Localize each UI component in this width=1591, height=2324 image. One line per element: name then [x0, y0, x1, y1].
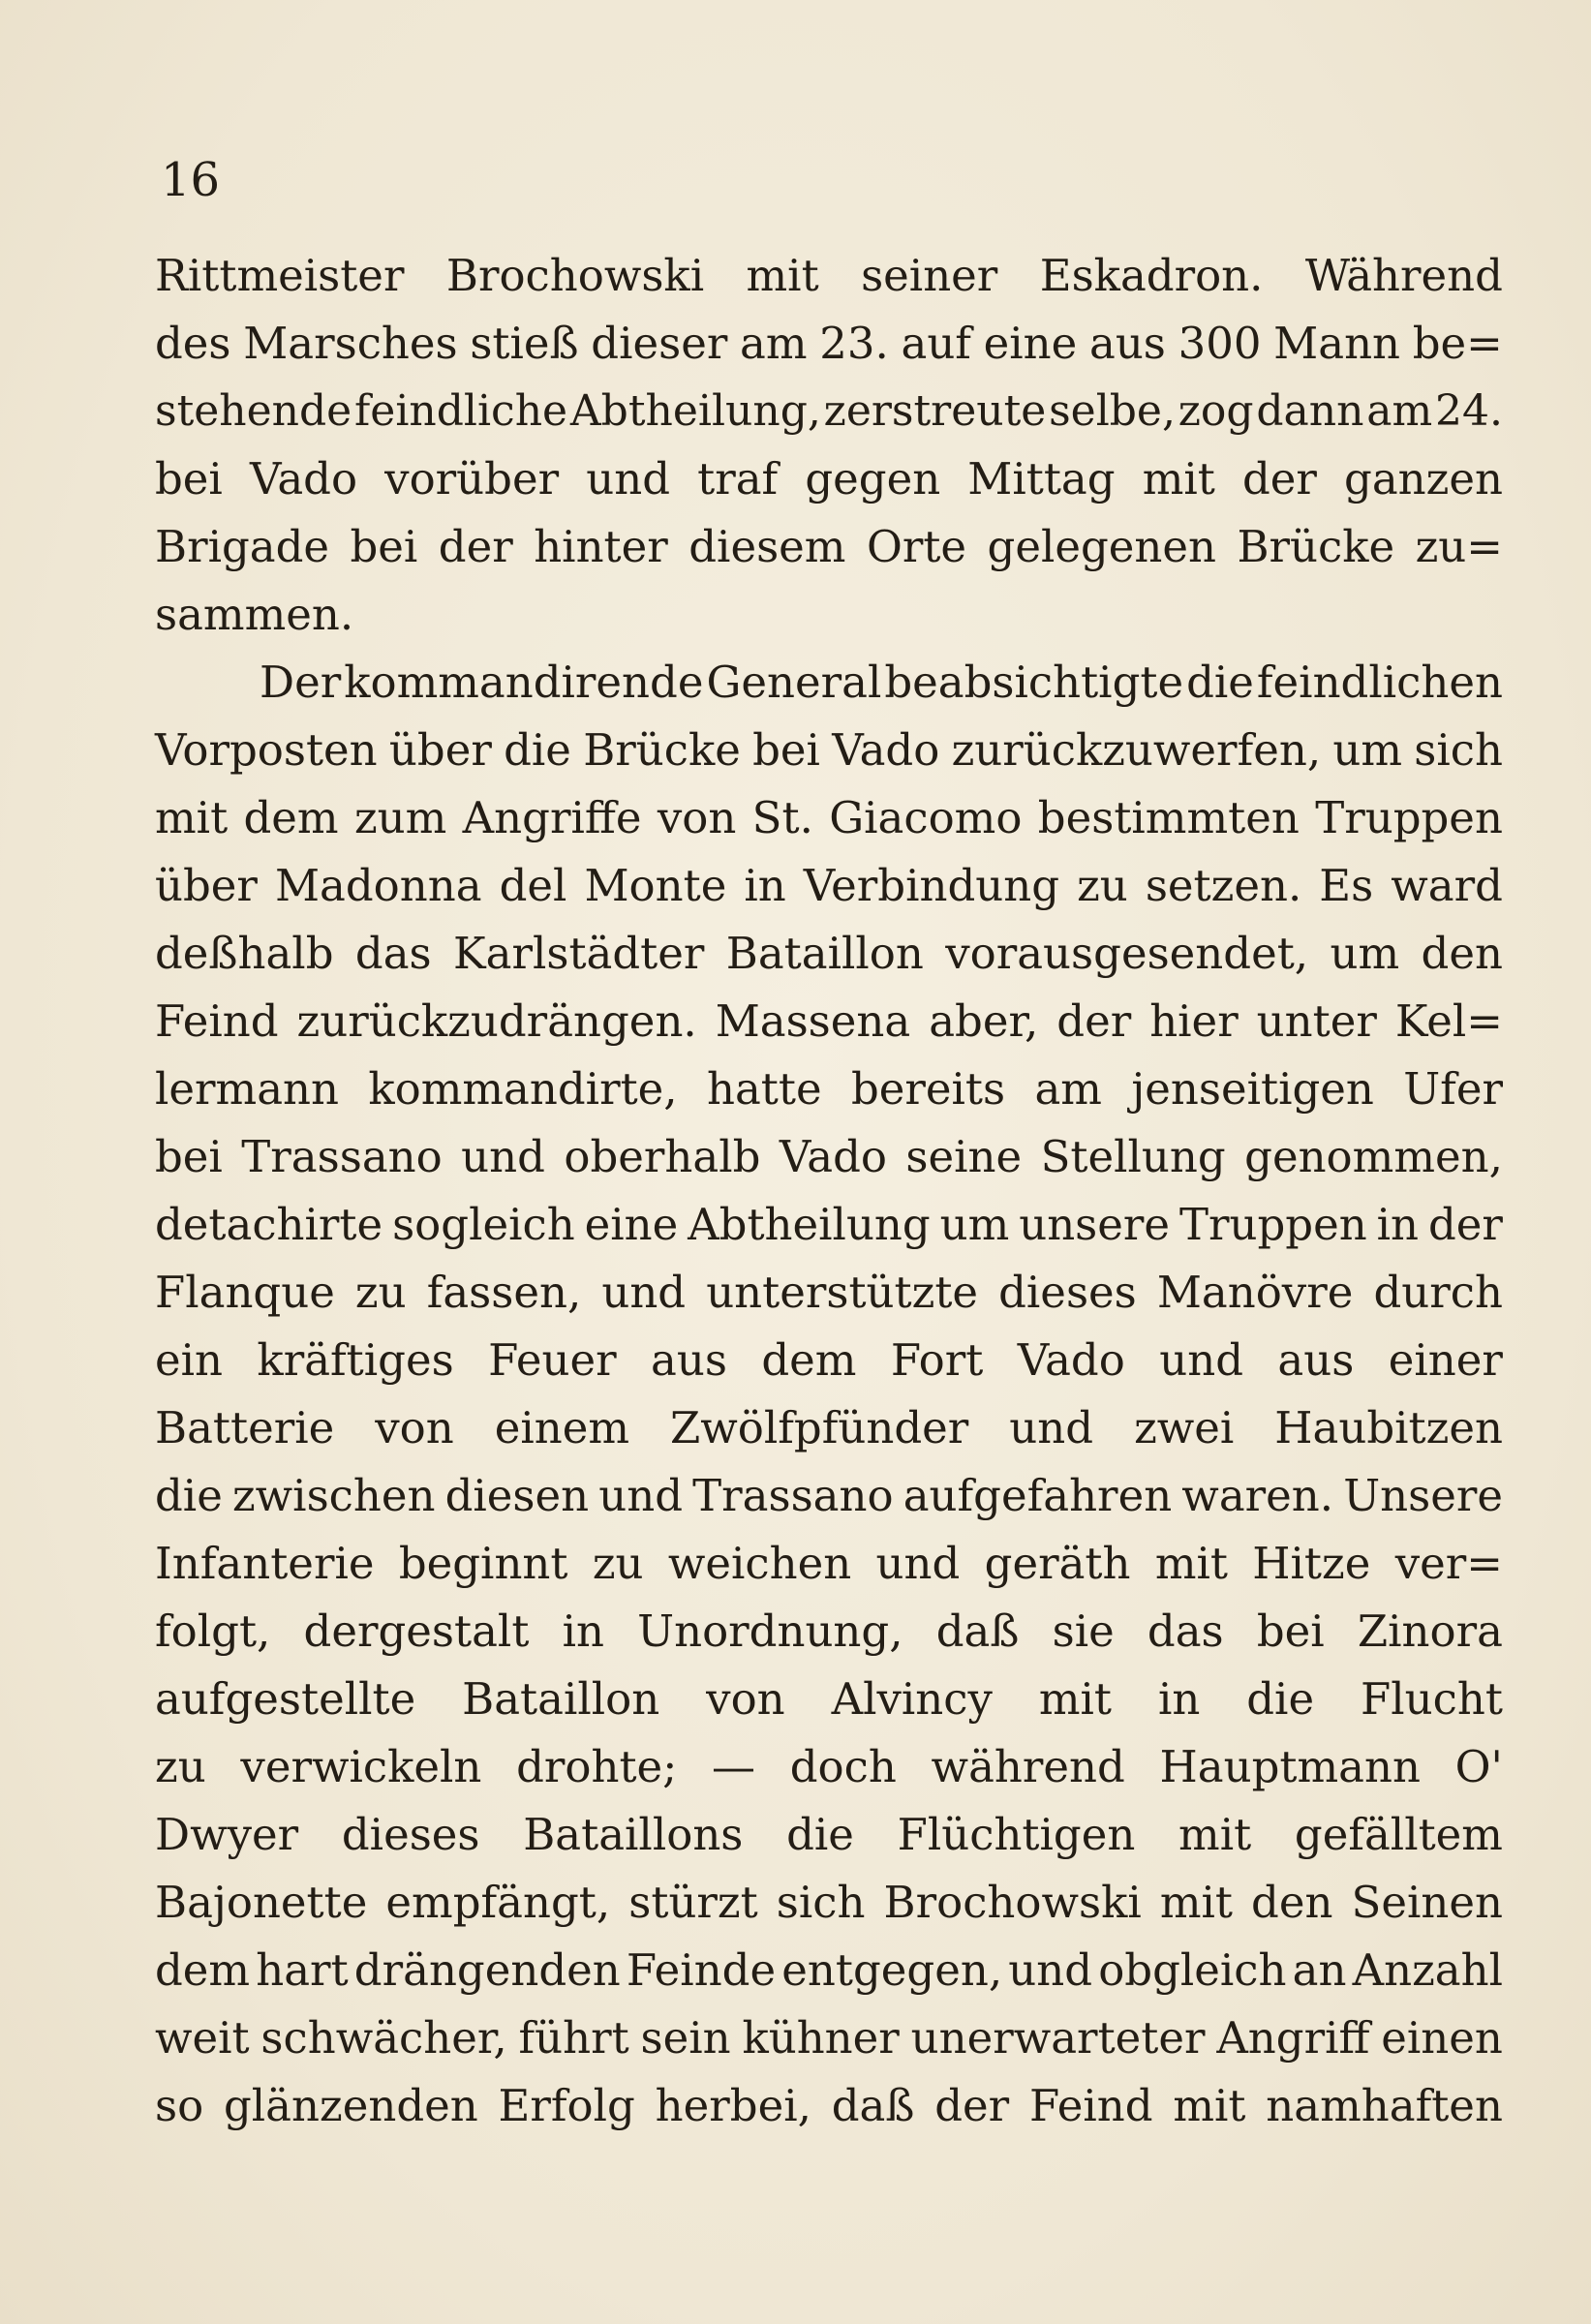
text-line: lermann kommandirte, hatte bereits am jenseitigen Ufer	[155, 1063, 1503, 1115]
text-line: Rittmeister Brochowski mit seiner Eskadron. Während	[155, 250, 1503, 301]
text-line: zu verwickeln drohte; — doch während Hauptmann O'	[155, 1741, 1503, 1792]
text-line: die zwischen diesen und Trassano aufgefahren waren. Unsere	[155, 1470, 1503, 1521]
text-line: so glänzenden Erfolg herbei, daß der Feind mit namhaften	[155, 2080, 1503, 2131]
text-line: Dwyer dieses Bataillons die Flüchtigen mit gefälltem	[155, 1809, 1503, 1860]
text-line: dem hart drängenden Feinde entgegen, und obgleich an Anzahl	[155, 1944, 1503, 1996]
text-line: ein kräftiges Feuer aus dem Fort Vado und aus einer	[155, 1334, 1503, 1386]
text-line: stehende feindliche Abtheilung, zerstreute selbe, zog dann am 24.	[155, 386, 1503, 436]
text-line: detachirte sogleich eine Abtheilung um unsere Truppen in der	[155, 1199, 1503, 1250]
text-line: folgt, dergestalt in Unordnung, daß sie das bei Zinora	[155, 1605, 1503, 1657]
text-line: Brigade bei der hinter diesem Orte gelegenen Brücke zu=	[155, 521, 1503, 572]
text-line: über Madonna del Monte in Verbindung zu setzen. Es ward	[155, 860, 1503, 911]
text-line: aufgestellte Bataillon von Alvincy mit in die Flucht	[155, 1673, 1503, 1725]
text-line: Vorposten über die Brücke bei Vado zurückzuwerfen, um sich	[155, 724, 1503, 776]
text-line: Batterie von einem Zwölfpfünder und zwei Haubitzen	[155, 1402, 1503, 1453]
text-line: des Marsches stieß dieser am 23. auf eine aus 300 Mann be=	[155, 318, 1503, 369]
text-line: Bajonette empfängt, stürzt sich Brochowski mit den Seinen	[155, 1877, 1503, 1928]
text-line: weit schwächer, führt sein kühner unerwarteter Angriff einen	[155, 2012, 1503, 2064]
text-line: bei Trassano und oberhalb Vado seine Stellung genommen,	[155, 1131, 1503, 1182]
text-line: mit dem zum Angriffe von St. Giacomo bestimmten Truppen	[155, 792, 1503, 843]
text-line: Der kommandirende General beabsichtigte die feindlichen	[260, 657, 1503, 708]
page-number: 16	[161, 153, 221, 207]
text-line: deßhalb das Karlstädter Bataillon vorausgesendet, um den	[155, 928, 1503, 979]
text-line: Feind zurückzudrängen. Massena aber, der hier unter Kel=	[155, 995, 1503, 1047]
text-line: bei Vado vorüber und traf gegen Mittag mit der ganzen	[155, 453, 1503, 505]
text-line: Infanterie beginnt zu weichen und geräth mit Hitze ver=	[155, 1538, 1503, 1589]
body-text	[155, 242, 1503, 2140]
text-line: Flanque zu fassen, und unterstützte dieses Manövre durch	[155, 1267, 1503, 1318]
text-line: sammen.	[155, 589, 354, 640]
